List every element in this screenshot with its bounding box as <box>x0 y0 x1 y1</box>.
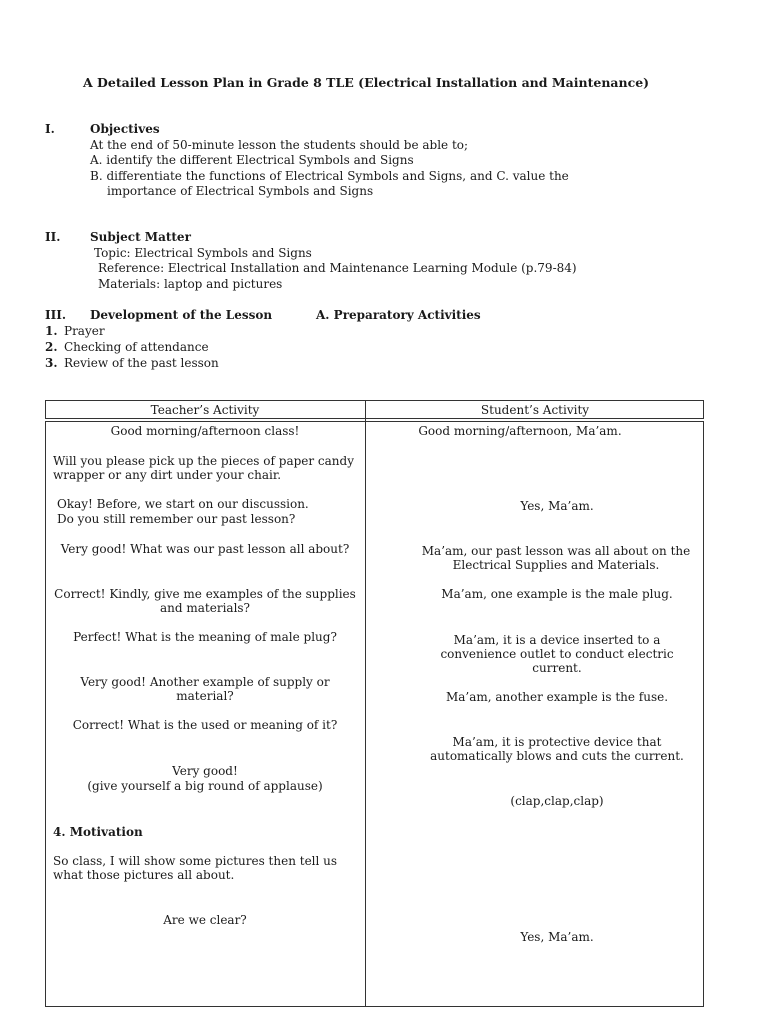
teacher-line: material? <box>176 689 234 703</box>
objective-a: A. identify the different Electrical Symbols and Signs <box>90 153 414 167</box>
teacher-line: Do you still remember our past lesson? <box>57 512 296 526</box>
teacher-line: Very good! What was our past lesson all about? <box>60 542 350 556</box>
student-line: Ma’am, it is protective device that <box>452 735 662 749</box>
objectives-heading: Objectives <box>90 122 160 136</box>
teacher-line: Very good! <box>172 764 238 778</box>
development-heading: Development of the Lesson <box>90 308 273 322</box>
subject-reference: Reference: Electrical Installation and Maintenance Learning Module (p.79-84) <box>98 261 577 275</box>
student-line: Yes, Ma’am. <box>520 499 594 513</box>
teacher-line: Are we clear? <box>163 913 247 927</box>
section-number-development: III. <box>45 308 67 322</box>
student-line: Electrical Supplies and Materials. <box>452 558 660 572</box>
student-line: (clap,clap,clap) <box>510 794 604 808</box>
step-text: Prayer <box>64 324 105 338</box>
subject-materials: Materials: laptop and pictures <box>98 277 283 291</box>
student-line: Good morning/afternoon, Ma’am. <box>418 424 622 438</box>
subject-topic: Topic: Electrical Symbols and Signs <box>94 246 312 260</box>
teacher-line: wrapper or any dirt under your chair. <box>53 468 282 482</box>
step-text: Review of the past lesson <box>64 356 219 370</box>
student-line: Yes, Ma’am. <box>520 930 594 944</box>
section-number-objectives: I. <box>45 122 55 136</box>
motivation-heading: 4. Motivation <box>53 825 143 839</box>
teacher-line: Perfect! What is the meaning of male plug? <box>73 630 337 644</box>
objective-b-line2: importance of Electrical Symbols and Signs <box>107 184 374 198</box>
student-line: Ma’am, it is a device inserted to a <box>453 633 661 647</box>
teacher-activity-header: Teacher’s Activity <box>150 403 260 417</box>
teacher-line: Will you please pick up the pieces of paper candy <box>53 454 354 468</box>
teacher-line: Correct! What is the used or meaning of it? <box>72 718 338 732</box>
preparatory-activities-heading: A. Preparatory Activities <box>316 308 481 322</box>
student-line: convenience outlet to conduct electric <box>440 647 674 661</box>
objectives-intro: At the end of 50-minute lesson the students should be able to; <box>90 138 469 152</box>
step-number: 1. <box>45 324 58 338</box>
teacher-line: Okay! Before, we start on our discussion. <box>57 497 309 511</box>
student-line: Ma’am, another example is the fuse. <box>445 690 669 704</box>
teacher-line: Correct! Kindly, give me examples of the supplies <box>54 587 356 601</box>
teacher-line: what those pictures all about. <box>53 868 235 882</box>
section-number-subject: II. <box>45 230 61 244</box>
document-title: A Detailed Lesson Plan in Grade 8 TLE (Electrical Installation and Maintenance) <box>83 75 650 90</box>
teacher-line: Very good! Another example of supply or <box>80 675 330 689</box>
teacher-line: So class, I will show some pictures then tell us <box>53 854 338 868</box>
student-line: Ma’am, our past lesson was all about on the <box>421 544 691 558</box>
step-number: 3. <box>45 356 58 370</box>
student-line: Ma’am, one example is the male plug. <box>441 587 673 601</box>
step-number: 2. <box>45 340 58 354</box>
student-activity-header: Student’s Activity <box>480 403 590 417</box>
subject-matter-heading: Subject Matter <box>90 230 191 244</box>
objective-b-line1: B. differentiate the functions of Electrical Symbols and Signs, and C. value the <box>90 169 569 183</box>
step-text: Checking of attendance <box>64 340 209 354</box>
student-line: current. <box>532 661 582 675</box>
teacher-line: and materials? <box>160 601 250 615</box>
student-line: automatically blows and cuts the current. <box>430 749 684 763</box>
teacher-line: Good morning/afternoon class! <box>110 424 300 438</box>
teacher-line: (give yourself a big round of applause) <box>87 779 323 793</box>
